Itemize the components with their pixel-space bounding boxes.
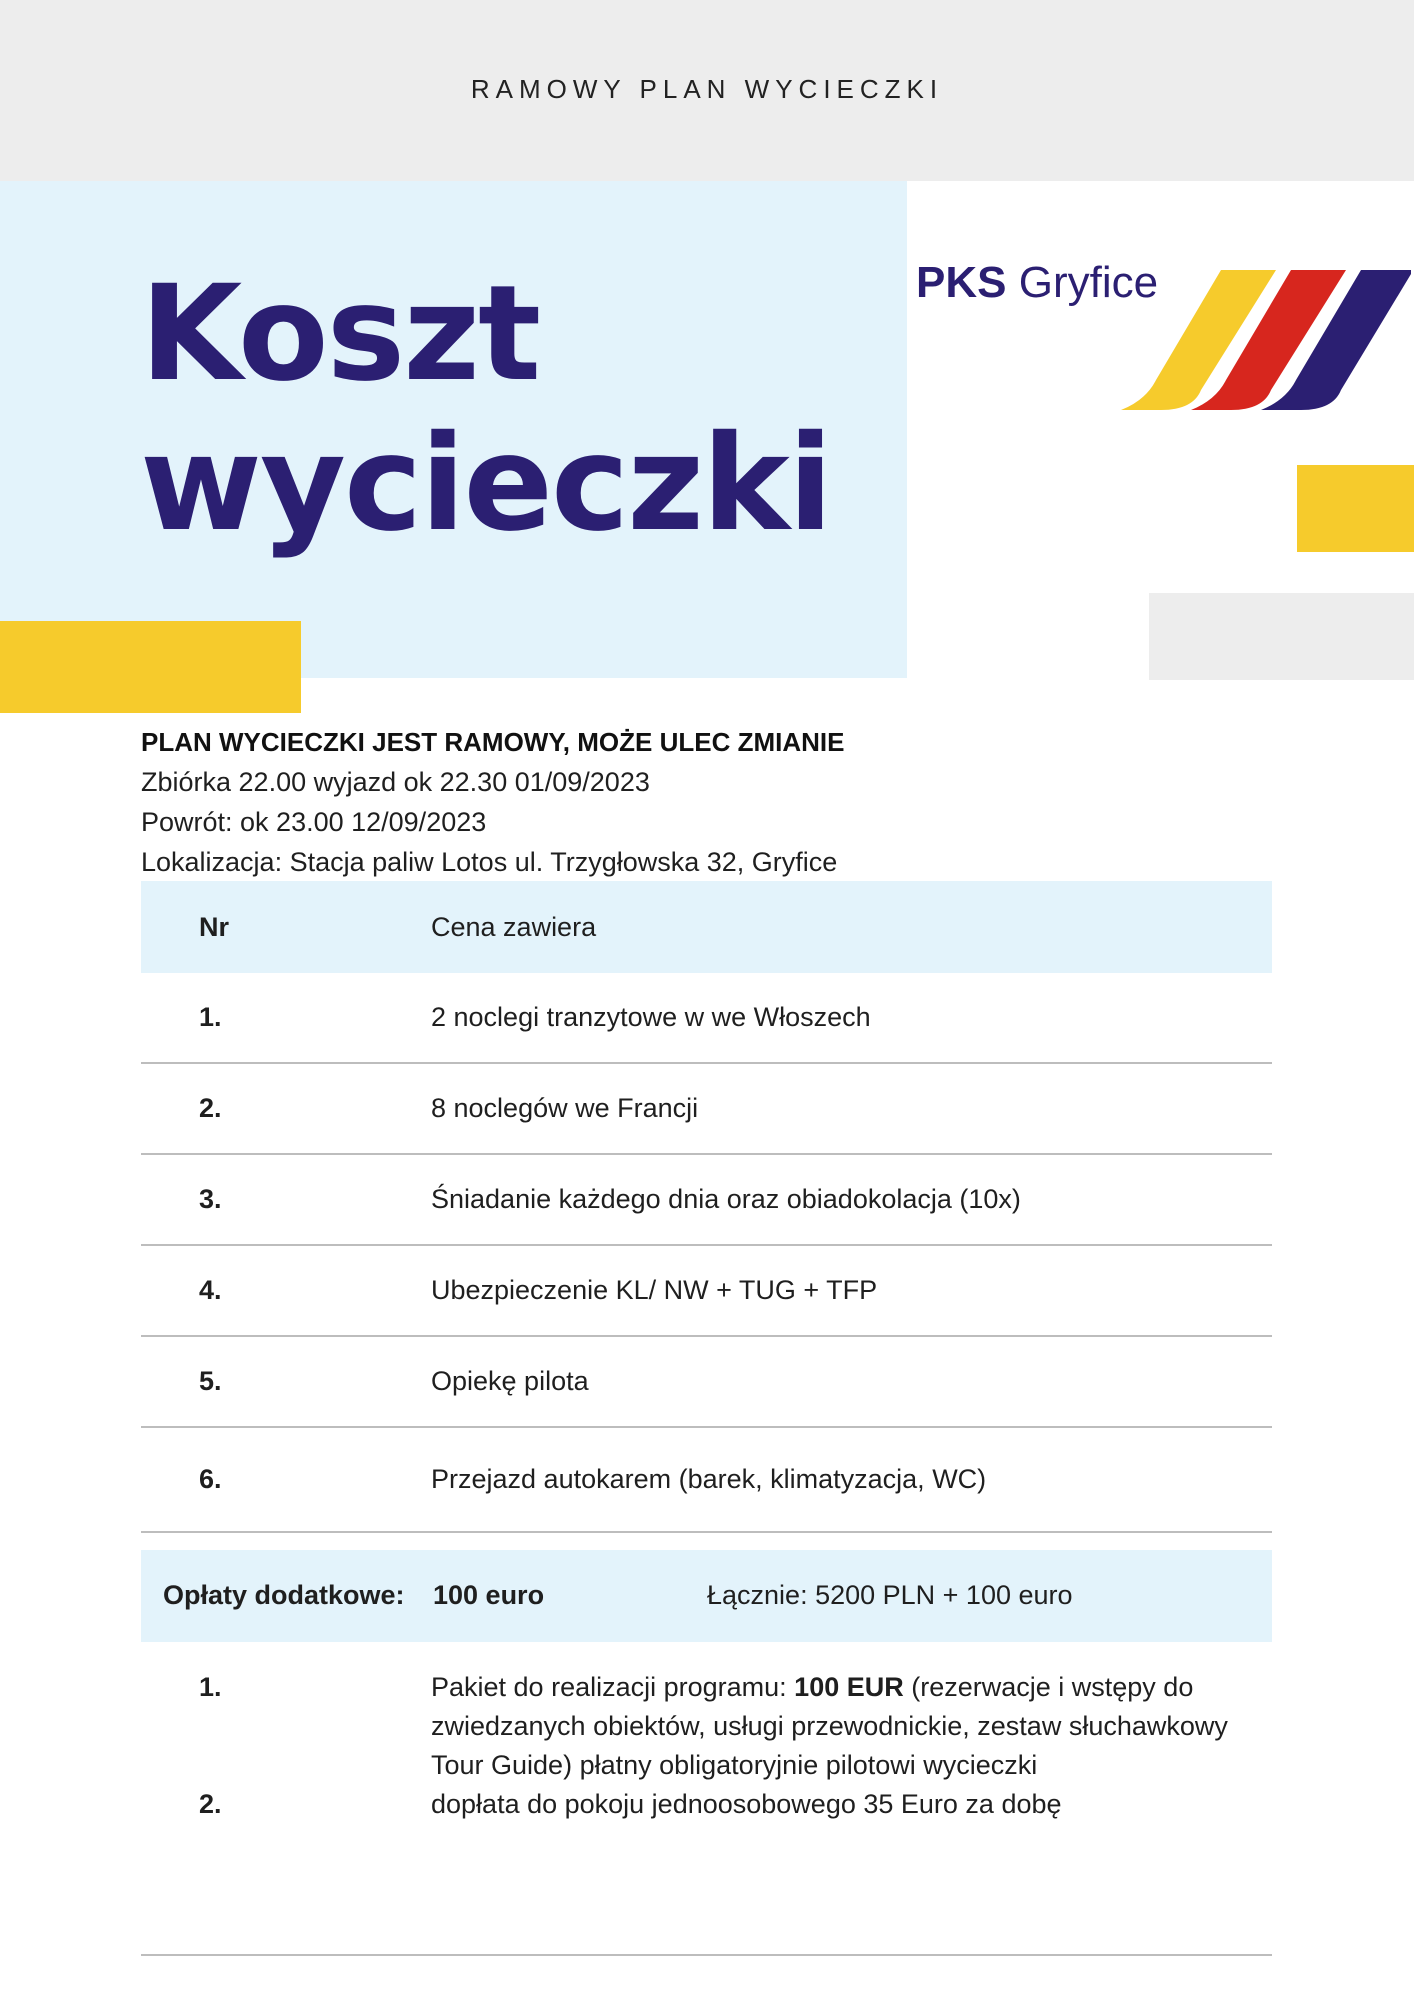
logo-stripes-icon	[1121, 270, 1411, 426]
bottom-divider	[141, 1954, 1272, 1956]
trip-info	[141, 722, 1241, 882]
list-item	[141, 1785, 1272, 1824]
price-includes-table	[141, 881, 1272, 1533]
table-row	[141, 1246, 1272, 1337]
page-header-title: RAMOWY PLAN WYCIECZKI	[470, 74, 944, 104]
total-price: Łącznie: 5200 PLN + 100 euro	[707, 1580, 1073, 1610]
row-text: Ubezpieczenie KL/ NW + TUG + TFP	[431, 1275, 878, 1305]
list-item	[141, 1668, 1272, 1785]
fee-number: 2.	[199, 1789, 222, 1819]
return-text: Powrót: ok 23.00 12/09/2023	[141, 807, 487, 837]
fee-number: 1.	[199, 1672, 222, 1702]
header-description: Cena zawiera	[431, 911, 597, 942]
fee-text-bold: 100 EUR	[794, 1672, 904, 1702]
additional-fees-label: Opłaty dodatkowe:	[163, 1580, 405, 1610]
row-text: 8 noclegów we Francji	[431, 1093, 699, 1123]
yellow-accent-block-right	[1297, 465, 1414, 552]
fee-text-suffix: (rezerwacje i wstępy do zwiedzanych obiektów, usługi przewodnickie, zestaw słuchawkowy Tour Guide) płatny obligatoryjnie pilotowi wycieczki	[431, 1672, 1228, 1780]
table-row	[141, 1064, 1272, 1155]
fee-text-prefix: dopłata do pokoju jednoosobowego 35 Euro za dobę	[431, 1789, 1062, 1819]
row-number: 5.	[199, 1366, 222, 1396]
fee-text	[431, 1785, 1272, 1824]
row-number: 3.	[199, 1184, 222, 1214]
logo-brand-rest: Gryfice	[1018, 258, 1159, 307]
fee-text	[431, 1668, 1272, 1785]
hero-title-line2: wycieczki	[140, 407, 832, 561]
fee-text-prefix: Pakiet do realizacji programu:	[431, 1672, 795, 1702]
logo-brand-bold: PKS	[916, 258, 1007, 307]
location-text: Lokalizacja: Stacja paliw Lotos ul. Trzygłowska 32, Gryfice	[141, 847, 838, 877]
row-text: Śniadanie każdego dnia oraz obiadokolacja (10x)	[431, 1184, 1021, 1214]
fees-list	[141, 1668, 1272, 1824]
row-text: 2 noclegi tranzytowe w we Włoszech	[431, 1002, 871, 1032]
pks-gryfice-logo	[916, 258, 1414, 433]
hero-title-line1: Koszt	[140, 257, 540, 411]
gray-accent-block-right	[1149, 593, 1414, 680]
row-number: 2.	[199, 1093, 222, 1123]
additional-fees-bar	[141, 1550, 1272, 1642]
table-header	[141, 881, 1272, 973]
row-text: Przejazd autokarem (barek, klimatyzacja, WC)	[431, 1464, 987, 1494]
table-row	[141, 1155, 1272, 1246]
row-text: Opiekę pilota	[431, 1366, 589, 1396]
row-number: 4.	[199, 1275, 222, 1305]
hero-panel	[0, 181, 907, 678]
notice-text: PLAN WYCIECZKI JEST RAMOWY, MOŻE ULEC ZMIANIE	[141, 727, 845, 757]
departure-text: Zbiórka 22.00 wyjazd ok 22.30 01/09/2023	[141, 767, 650, 797]
table-row	[141, 1428, 1272, 1533]
hero-title	[140, 259, 831, 559]
header-nr: Nr	[199, 911, 230, 942]
table-row	[141, 973, 1272, 1064]
additional-fees-value: 100 euro	[433, 1580, 545, 1610]
row-number: 6.	[199, 1464, 222, 1494]
row-number: 1.	[199, 1002, 222, 1032]
yellow-accent-block-left	[0, 621, 301, 713]
table-row	[141, 1337, 1272, 1428]
top-banner	[0, 0, 1414, 181]
